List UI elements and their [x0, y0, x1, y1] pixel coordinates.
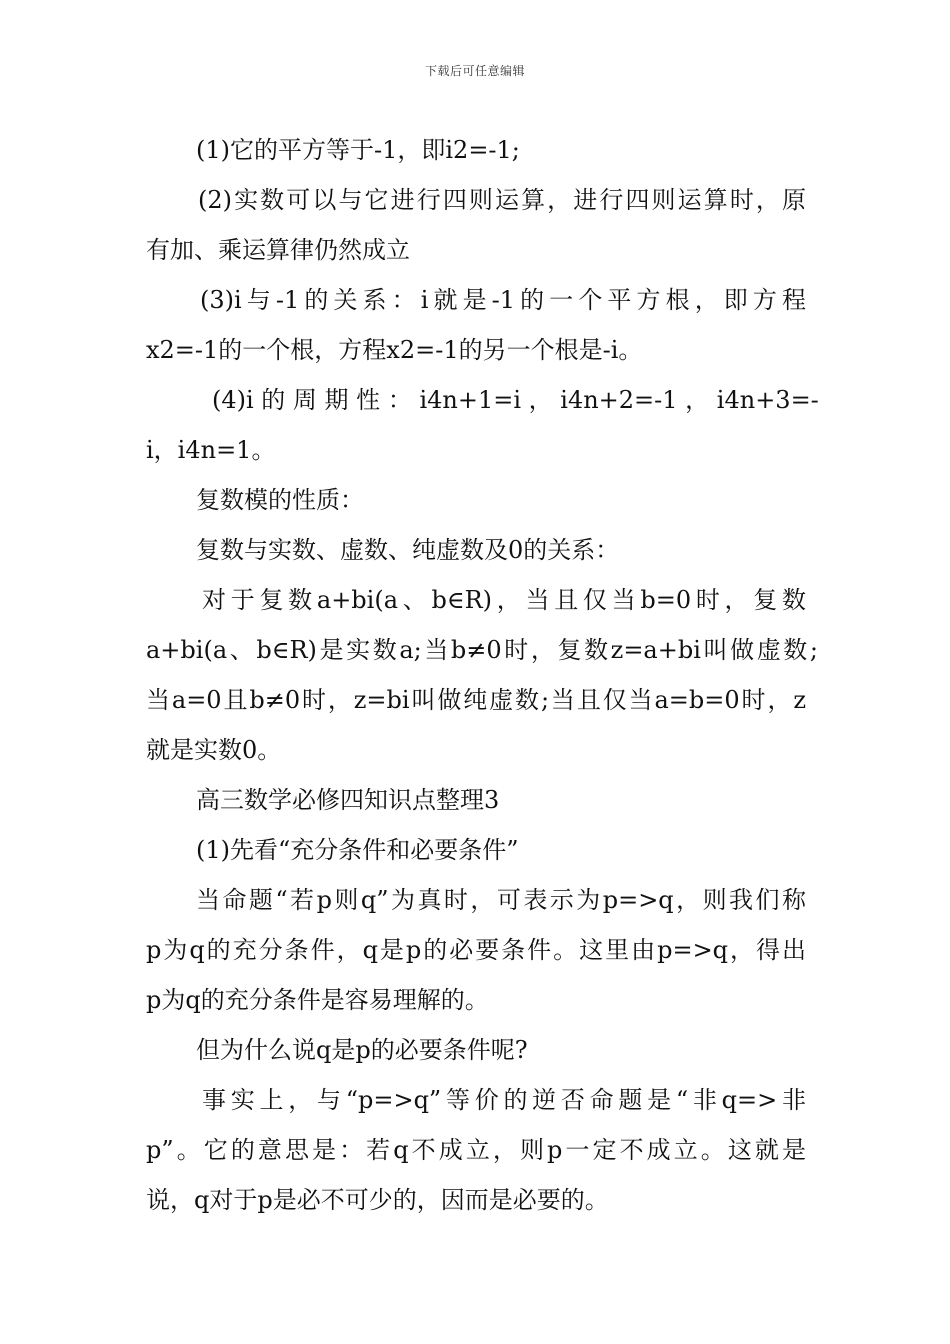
text-line: 有加、乘运算律仍然成立 — [146, 236, 410, 264]
text-line: 复数模的性质： — [196, 486, 364, 514]
text-line: (4)i 的 周 期 性 ： i4n+1=i ， i4n+2=-1 ， i4n+3=- — [212, 386, 819, 414]
page-header: 下载后可任意编辑 — [424, 64, 525, 78]
section-heading: 高三数学必修四知识点整理3 — [196, 786, 500, 814]
text-line: p为q的充分条件是容易理解的。 — [146, 986, 489, 1014]
text-line: (2)实数可以与它进行四则运算，进行四则运算时，原 — [198, 186, 806, 214]
text-line: 当a=0且b≠0时，z=bi叫做纯虚数;当且仅当a=b=0时，z — [146, 686, 806, 714]
text-line: (3)i与-1的关系：i就是-1的一个平方根，即方程 — [200, 286, 806, 314]
text-line: 事实上，与“p=>q”等价的逆否命题是“非q=>非 — [202, 1086, 806, 1114]
text-line: p为q的充分条件，q是p的必要条件。这里由p=>q，得出 — [146, 936, 806, 964]
text-line: p”。它的意思是：若q不成立，则p一定不成立。这就是 — [146, 1136, 806, 1164]
text-line: 当命题“若p则q”为真时，可表示为p=>q，则我们称 — [196, 886, 806, 914]
text-line: 就是实数0。 — [146, 736, 282, 764]
text-line: (1)它的平方等于-1，即i2=-1; — [196, 136, 520, 164]
text-line: 但为什么说q是p的必要条件呢? — [196, 1036, 528, 1064]
text-line: (1)先看“充分条件和必要条件” — [196, 836, 519, 864]
text-line: a+bi(a、b∈R)是实数a;当b≠0时，复数z=a+bi叫做虚数; — [146, 636, 818, 664]
text-line: 复数与实数、虚数、纯虚数及0的关系： — [196, 536, 620, 564]
text-line: x2=-1的一个根，方程x2=-1的另一个根是-i。 — [146, 336, 643, 364]
text-line: i，i4n=1。 — [146, 436, 276, 464]
text-line: 说，q对于p是必不可少的，因而是必要的。 — [146, 1186, 609, 1214]
text-line: 对于复数a+bi(a、b∈R)，当且仅当b=0时，复数 — [202, 586, 806, 614]
